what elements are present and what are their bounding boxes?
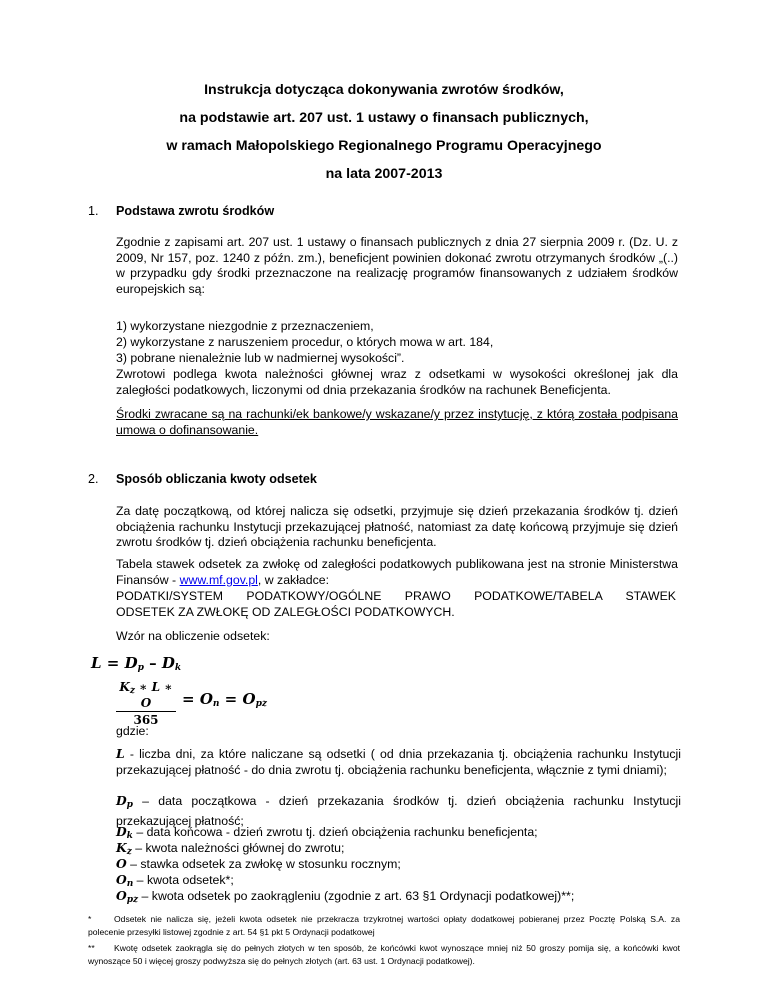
document-title-line-1: Instrukcja dotycząca dokonywania zwrotów środków, [204, 82, 564, 98]
formula-intro: Wzór na obliczenie odsetek: [116, 629, 270, 643]
legend-Dk: $D_k$ – data końcowa - dzień zwrotu tj. dzień obciążenia rachunku beneficjenta; [116, 824, 538, 841]
section-1-after: Zwrotowi podlega kwota należności głównej wraz z odsetkami w wysokości określonej jak dla zaległości podatkowych, liczonymi od dnia przekazania środków na rachunek Beneficjenta. [116, 367, 678, 397]
legend-O: O – stawka odsetek za zwłokę w stosunku rocznym; [116, 856, 401, 871]
section-1-number: 1. [88, 204, 99, 218]
list-item-2: 2) wykorzystane z naruszeniem procedur, o których mowa w art. 184, [116, 335, 494, 349]
legend-Opz: $O_{pz}$ – kwota odsetek po zaokrągleniu (zgodnie z art. 63 §1 Ordynacji podatkowej)**; [116, 888, 575, 905]
document-title-line-3: w ramach Małopolskiego Regionalnego Programu Operacyjnego [166, 138, 602, 154]
where-label: gdzie: [116, 724, 149, 738]
section-1-intro: Zgodnie z zapisami art. 207 ust. 1 ustawy o finansach publicznych z dnia 27 sierpnia 2009 r. (Dz. U. z 2009, Nr 157, poz. 1240 z późn. zm.), beneficjent powinien dokonać zwrotu otrzymanych środków „(..) w przypadku gdy środki przeznaczone na realizację programów finansowanych z udziałem środków europejskich są: [116, 235, 678, 296]
mf-website-link[interactable]: www.mf.gov.pl [179, 572, 258, 587]
footnote-1: * Odsetek nie nalicza się, jeżeli kwota odsetek nie przekracza trzykrotnej wartości opłaty dodatkowej pobieranej przez Pocztę Polską S.A. za polecenie przesyłki listowej zgodnie z art. 54 §1 pkt 5 Ordynacji podatkowej [88, 914, 680, 937]
list-item-3: 3) pobrane nienależnie lub w nadmiernej wysokości”. [116, 351, 405, 365]
legend-Kz: $K_z$ – kwota należności głównej do zwrotu; [116, 840, 345, 857]
document-title-line-2: na podstawie art. 207 ust. 1 ustawy o finansach publicznych, [179, 110, 589, 126]
section-2-table-info: Tabela stawek odsetek za zwłokę od zaległości podatkowych publikowana jest na stronie Ministerstwa Finansów - www.mf.gov.pl, w zakładce: [116, 557, 678, 587]
legend-On: $O_n$ – kwota odsetek*; [116, 872, 234, 889]
section-1-underlined-note: Środki zwracane są na rachunki/ek bankowe/y wskazane/y przez instytucję, z którą została podpisana umowa o dofinansowanie. [116, 407, 678, 437]
legend-Dp: $D_p$ – data początkowa - dzień przekazania środków tj. dzień obciążenia rachunku Instytucji przekazującej płatność; [116, 793, 681, 828]
section-2-number: 2. [88, 472, 99, 486]
document-title-line-4: na lata 2007-2013 [325, 166, 443, 182]
section-2-heading: Sposób obliczania kwoty odsetek [116, 472, 317, 486]
formula-interest-result: = $O_n = O_{pz}$ [182, 690, 267, 709]
legend-L: L - liczba dni, za które naliczane są odsetki ( od dnia przekazania tj. obciążenia rachunku Instytucji przekazującej płatność - do dnia zwrotu tj. obciążenia rachunku beneficjenta, włącznie z tymi dniami); [116, 746, 681, 777]
formula-interest-fraction: $\frac{K_z ∗ L ∗ O}{365}$ [116, 680, 176, 727]
list-item-1: 1) wykorzystane niezgodnie z przeznaczeniem, [116, 319, 374, 333]
formula-days: $L = D_p - D_k$ [91, 654, 182, 673]
section-2-paragraph: Za datę początkową, od której nalicza się odsetki, przyjmuje się dzień przekazania środków tj. dzień obciążenia rachunku Instytucji przekazującej płatność, natomiast za datę końcową przyjmuje się dzień zwrotu środków tj. dzień obciążenia rachunku beneficjenta. [116, 504, 678, 549]
section-1-heading: Podstawa zwrotu środków [116, 204, 275, 218]
section-2-path-line-1: PODATKI/SYSTEM PODATKOWY/OGÓLNE PRAWO PODATKOWE/TABELA STAWEK [116, 589, 676, 603]
section-2-path-line-2: ODSETEK ZA ZWŁOKĘ OD ZALEGŁOŚCI PODATKOWYCH. [116, 605, 455, 619]
footnote-2: ** Kwotę odsetek zaokrągla się do pełnych złotych w ten sposób, że końcówki kwot wynoszące mniej niż 50 groszy pomija się, a końcówki kwot wynoszące 50 i więcej groszy podwyższa się do pełnych złotych (art. 63 ust. 1 Ordynacji podatkowej). [88, 943, 680, 966]
